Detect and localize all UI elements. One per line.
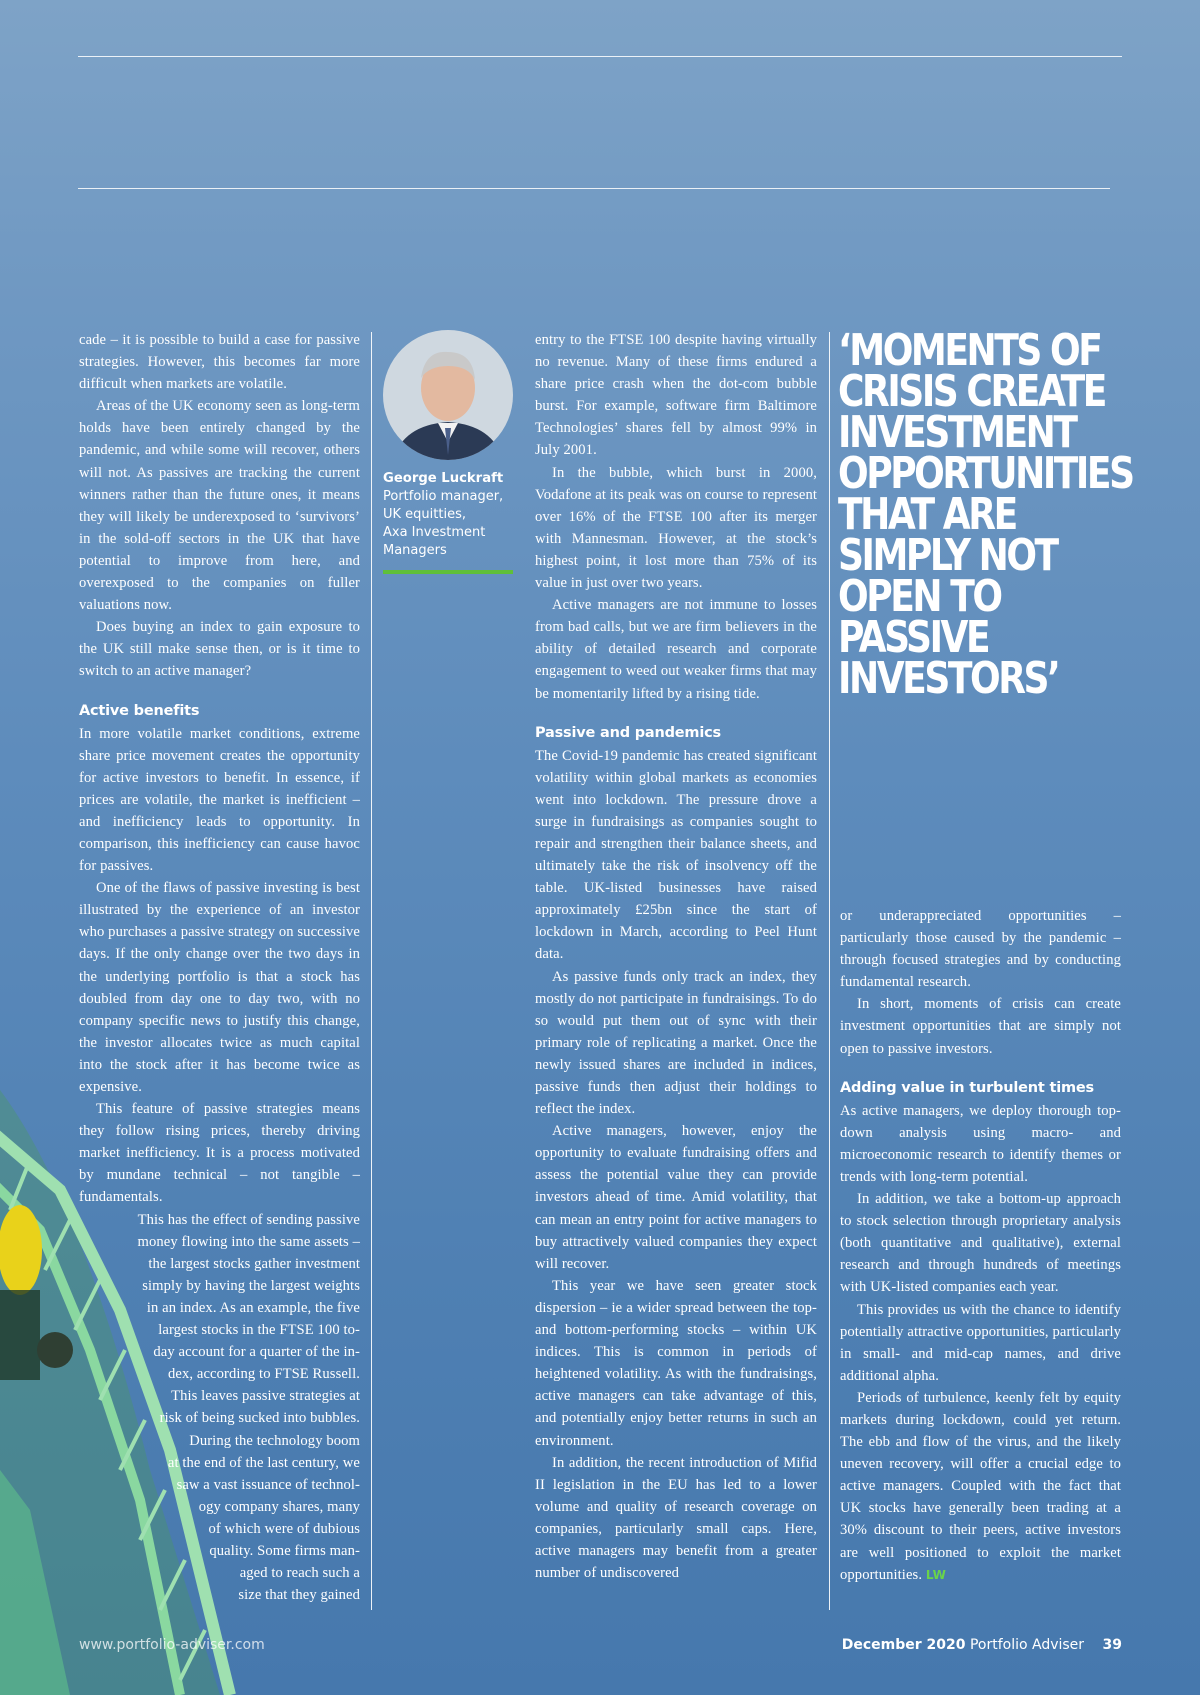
paragraph: This provides us with the chance to identify potentially attractive opportunities, particularly in small- and mid-cap names, and drive additional alpha.	[840, 1301, 1121, 1384]
subheading-adding-value: Adding value in turbulent times	[840, 1079, 1094, 1096]
subheading-active-benefits: Active benefits	[79, 702, 200, 719]
paragraph: In more volatile market conditions, extreme share price movement creates the opportunity for active investors to benefit. In essence, if prices are volatile, the market is inefficient – and inefficiency leads to opportunity. In comparison, this inefficiency can cause havoc for passives.	[79, 725, 360, 875]
role-line: UK equitties,	[383, 507, 466, 522]
author-initials: LW	[925, 1567, 946, 1582]
article-column-3	[840, 905, 1121, 1586]
line: the largest stocks gather investment	[148, 1255, 360, 1272]
line: During the technology boom	[189, 1432, 360, 1449]
top-rule	[78, 56, 1122, 57]
subheading-passive-and-pandemics: Passive and pandemics	[535, 724, 721, 741]
line: in an index. As an example, the five	[146, 1299, 360, 1316]
wrapped-paragraph	[79, 1209, 360, 1607]
author-portrait	[383, 330, 513, 460]
line: day account for a quarter of the in-	[153, 1344, 360, 1361]
paragraph: This feature of passive strategies means they follow rising prices, thereby driving market inefficiency. It is a process motivated by mundane technical – not tangible – fundamentals.	[79, 1101, 360, 1206]
page-number: 39	[1102, 1637, 1122, 1653]
author-profile	[383, 330, 515, 574]
footer-url[interactable]: www.portfolio-adviser.com	[79, 1637, 265, 1653]
paragraph: As passive funds only track an index, they mostly do not participate in fundraisings. To do so would put them out of sync with their primary role of replicating a market. Once the newly issued shares are included in indices, passive funds then adjust their holdings to reflect the index.	[535, 968, 817, 1118]
paragraph: The Covid-19 pandemic has created significant volatility within global markets as economies went into lockdown. The pressure drove a surge in fundraisings as companies sought to repair and strengthen their balance sheets, and ultimately take the risk of insolvency off the table. UK-listed businesses have raised approximately £25bn since the start of lockdown in March, according to Peel Hunt data.	[535, 747, 817, 963]
line: at the end of the last century, we	[167, 1454, 360, 1471]
role-line: Portfolio manager,	[383, 489, 504, 504]
paragraph-text: Periods of turbulence, keenly felt by equity markets during lockdown, could yet return. The ebb and flow of the virus, and the likely uneven recovery, will offer a crucial edge to active managers. Coupled with the fact that UK stocks have generally been trading at a 30% discount to their peers, active investors are well positioned to exploit the market opportunities.	[840, 1389, 1121, 1583]
line: largest stocks in the FTSE 100 to-	[158, 1322, 360, 1339]
line: size that they gained	[238, 1587, 360, 1604]
paragraph	[840, 1387, 1121, 1586]
publication-name: Portfolio Adviser	[969, 1637, 1085, 1653]
role-line: Managers	[383, 543, 447, 558]
paragraph: cade – it is possible to build a case for passive strategies. However, this becomes far more difficult when markets are volatile.	[79, 332, 360, 393]
line: dex, according to FTSE Russell.	[168, 1366, 360, 1383]
paragraph: In addition, the recent introduction of Mifid II legislation in the EU has led to a lower volume and quality of research coverage on companies, particularly small caps. Here, active managers may benefit from a greater number of undiscovered	[535, 1454, 817, 1582]
author-role	[383, 488, 515, 560]
paragraph: One of the flaws of passive investing is best illustrated by the experience of an investor who purchases a passive strategy on successive days. If the only change over the two days in the underlying portfolio is that a stock has doubled from day one to day two, with no company specific news to justify this change, the investor allocates twice as much capital into the stock after it has become twice as expensive.	[79, 880, 360, 1095]
column-divider	[371, 332, 372, 1610]
line: This leaves passive strategies at	[171, 1388, 360, 1405]
paragraph: Areas of the UK economy seen as long-term holds have been entirely changed by the pandemic, and while some will recover, others will not. As passives are tracking the current winners rather than the future ones, it means they will likely be underexposed to ‘survivors’ in the sold-off sectors in the UK that have potential to improve from here, and overexposed to the companies on fuller valuations now.	[79, 398, 360, 614]
footer-issue	[842, 1637, 1122, 1653]
line: simply by having the largest weights	[142, 1277, 360, 1294]
paragraph: Active managers, however, enjoy the opportunity to evaluate fundraising offers and assess the potential value they can provide investors ahead of time. Amid volatility, that can mean an entry point for active managers to buy attractively valued companies they expect will recover.	[535, 1123, 817, 1272]
paragraph: In addition, we take a bottom-up approach to stock selection through proprietary analysis (both quantitative and qualitative), external research and through hundreds of meetings with UK-listed companies each year.	[840, 1191, 1121, 1296]
issue-date: December 2020	[841, 1637, 966, 1653]
line: aged to reach such a	[239, 1565, 360, 1582]
line: of which were of dubious	[208, 1520, 360, 1537]
paragraph: Active managers are not immune to losses from bad calls, but we are firm believers in the ability of detailed research and corporate engagement to weed out weaker firms that may be momentarily lifted by a rising tide.	[535, 597, 817, 702]
paragraph: In the bubble, which burst in 2000, Vodafone at its peak was on course to represent over 16% of the FTSE 100 after its merger with Mannesman. However, at the stock’s highest point, it lost more than 75% of its value in just over two years.	[535, 464, 817, 592]
article-column-2	[535, 329, 817, 1584]
paragraph: As active managers, we deploy thorough top-down analysis using macro- and microeconomic research to identify themes or trends with long-term potential.	[840, 1102, 1121, 1185]
line: This has the effect of sending passive	[137, 1211, 360, 1228]
line: quality. Some firms man-	[209, 1542, 360, 1559]
article-column-1	[79, 329, 360, 1606]
accent-bar	[383, 570, 513, 574]
author-name: George Luckraft	[383, 471, 504, 486]
paragraph: This year we have seen greater stock dispersion – ie a wider spread between the top- and bottom-performing stocks – within UK indices. This is common in periods of heightened volatility. As with the fundraisings, active managers can take advantage of this, and potentially enjoy better returns in such an environment.	[535, 1277, 817, 1449]
paragraph: Does buying an index to gain exposure to the UK still make sense then, or is it time to switch to an active manager?	[79, 619, 360, 680]
line: risk of being sucked into bubbles.	[159, 1410, 360, 1427]
pull-quote: ‘MOMENTS OF CRISIS CREATE INVESTMENT OPPORTUNITIES THAT ARE SIMPLY NOT OPEN TO PASSIVE INVESTORS’	[838, 325, 1133, 704]
column-divider	[829, 332, 830, 1610]
paragraph: or underappreciated opportunities – particularly those caused by the pandemic – through focused strategies and by conducting fundamental research.	[840, 908, 1121, 991]
paragraph: entry to the FTSE 100 despite having virtually no revenue. Many of these firms endured a share price crash when the dot-com bubble burst. For example, software firm Baltimore Technologies’ shares fell by almost 99% in July 2001.	[535, 332, 817, 459]
second-rule	[78, 188, 1110, 189]
line: saw a vast issuance of technol-	[176, 1476, 360, 1493]
role-line: Axa Investment	[383, 525, 486, 540]
line: ogy company shares, many	[198, 1498, 360, 1515]
line: money flowing into the same assets –	[137, 1233, 360, 1250]
paragraph: In short, moments of crisis can create investment opportunities that are simply not open to passive investors.	[840, 996, 1121, 1057]
